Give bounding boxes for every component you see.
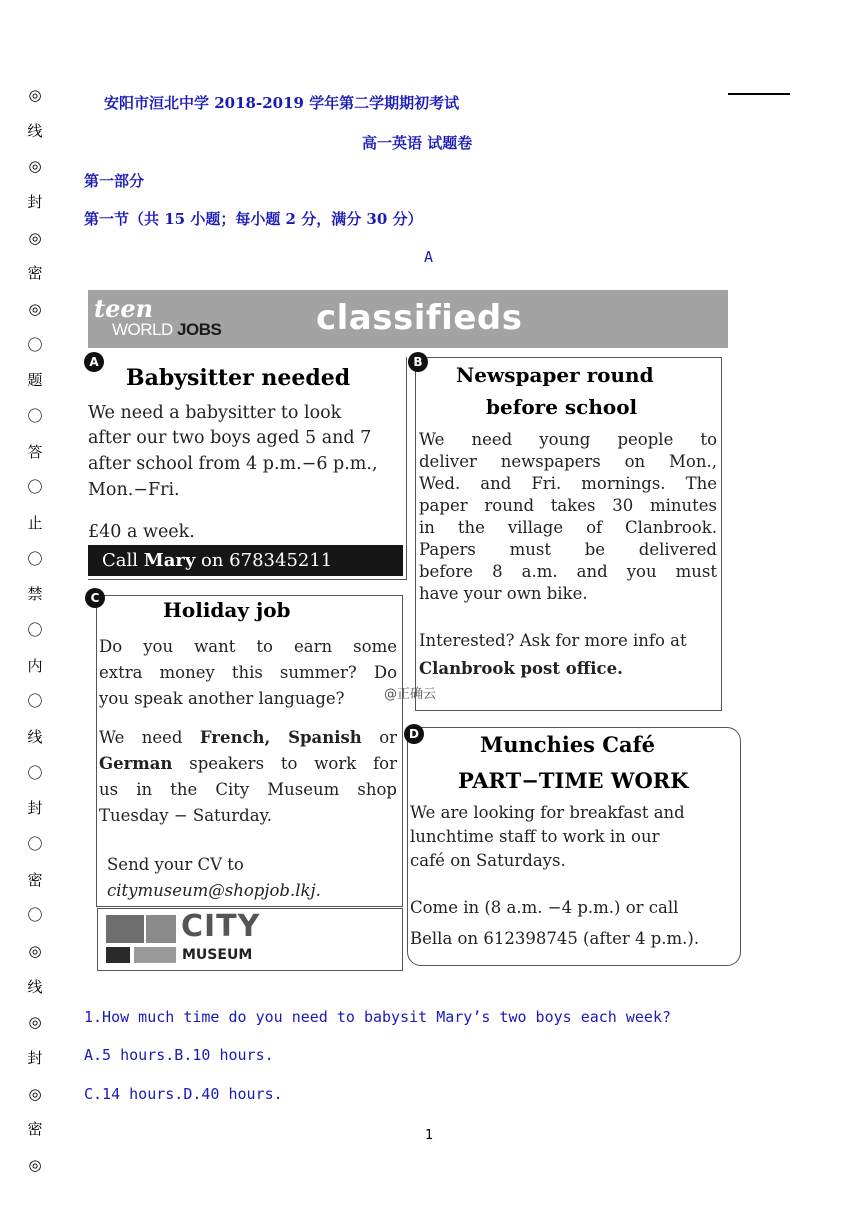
ad-c-german: German bbox=[99, 754, 173, 773]
score-line bbox=[728, 93, 790, 95]
ad-b-text-7: before 8 a.m. and you must bbox=[419, 562, 717, 581]
ad-c-text-7: Tuesday − Saturday. bbox=[99, 806, 272, 825]
margin-mark: 〇 bbox=[27, 692, 43, 711]
ad-a-babysitter bbox=[88, 357, 407, 580]
margin-mark: 封 bbox=[27, 799, 43, 818]
ad-a-text-4: Mon.−Fri. bbox=[88, 480, 180, 500]
margin-mark: 止 bbox=[27, 514, 43, 532]
ad-a-text-2: after our two boys aged 5 and 7 bbox=[88, 428, 372, 448]
logo-museum-text: MUSEUM bbox=[182, 947, 253, 963]
paper-title: 高一英语 试题卷 bbox=[362, 134, 473, 152]
question-1-options-cd: C.14 hours.D.40 hours. bbox=[84, 1085, 283, 1103]
margin-mark: ◎ bbox=[28, 86, 42, 104]
ad-d-text-2: lunchtime staff to work in our bbox=[410, 827, 660, 846]
ad-a-call-bar bbox=[88, 545, 403, 576]
ad-d-title: Munchies Café bbox=[480, 732, 656, 757]
margin-mark: 〇 bbox=[27, 549, 43, 568]
ad-c-email: citymuseum@shopjob.lkj. bbox=[107, 881, 321, 900]
ad-a-call-name: Mary bbox=[143, 550, 196, 571]
ad-b-office: Clanbrook post office. bbox=[419, 659, 623, 678]
margin-mark: ◎ bbox=[28, 1084, 42, 1103]
ad-b-text-1: We need young people to bbox=[419, 430, 717, 449]
margin-mark: ◎ bbox=[28, 157, 42, 176]
logo-block-4 bbox=[134, 947, 176, 963]
logo-city-text: CITY bbox=[181, 909, 261, 944]
ad-d-call-2: Bella on 612398745 (after 4 p.m.). bbox=[410, 929, 700, 948]
ad-c-text-2: extra money this summer? Do bbox=[99, 663, 397, 682]
ad-a-text-1: We need a babysitter to look bbox=[88, 403, 342, 423]
ad-c-title: Holiday job bbox=[163, 598, 291, 622]
ad-a-title: Babysitter needed bbox=[126, 365, 351, 391]
margin-mark: 〇 bbox=[27, 407, 43, 425]
margin-mark: 内 bbox=[27, 656, 43, 675]
margin-mark: 线 bbox=[27, 977, 43, 996]
margin-mark: 线 bbox=[27, 121, 43, 140]
page-number: 1 bbox=[425, 1128, 434, 1143]
margin-mark: ◎ bbox=[28, 942, 42, 960]
ad-b-interest: Interested? Ask for more info at bbox=[419, 631, 687, 650]
classifieds-ad bbox=[88, 290, 740, 970]
logo-block-2 bbox=[146, 915, 176, 943]
margin-mark: 禁 bbox=[27, 585, 43, 604]
ad-d-text-1: We are looking for breakfast and bbox=[410, 803, 685, 822]
ad-b-newspaper bbox=[415, 357, 722, 711]
question-1-options-ab: A.5 hours.B.10 hours. bbox=[84, 1046, 274, 1064]
ad-c-text-3: you speak another language? bbox=[99, 689, 345, 708]
world-text: WORLD bbox=[112, 320, 173, 339]
jobs-text: JOBS bbox=[177, 320, 222, 339]
classifieds-title: classifieds bbox=[316, 298, 523, 338]
ad-a-badge: A bbox=[84, 352, 104, 372]
watermark: @正确云 bbox=[384, 687, 437, 702]
section-heading: 第一节（共 15 小题；每小题 2 分，满分 30 分） bbox=[84, 210, 423, 228]
margin-mark: ◎ bbox=[28, 228, 42, 247]
ad-c-text-6: us in the City Museum shop bbox=[99, 780, 397, 799]
margin-mark: 题 bbox=[27, 371, 43, 390]
ad-c-text-5 bbox=[99, 751, 397, 776]
ad-d-text-3: café on Saturdays. bbox=[410, 851, 566, 870]
margin-mark: 〇 bbox=[27, 478, 43, 497]
ad-c-languages: French, Spanish bbox=[199, 728, 362, 747]
ad-a-call-prefix: Call bbox=[102, 550, 139, 571]
ad-b-badge: B bbox=[408, 352, 428, 372]
ad-d-subtitle: PART−TIME WORK bbox=[458, 768, 689, 793]
ad-c-text-4a: We need bbox=[99, 728, 183, 747]
ad-b-text-6: Papers must be delivered bbox=[419, 540, 717, 559]
passage-label: A bbox=[424, 248, 434, 266]
ad-b-text-3: Wed. and Fri. mornings. The bbox=[419, 474, 717, 493]
ad-d-call-1: Come in (8 a.m. −4 p.m.) or call bbox=[410, 898, 679, 917]
margin-mark: ◎ bbox=[28, 300, 42, 318]
ad-d-munchies-cafe bbox=[407, 727, 741, 966]
ad-c-text-5b: speakers to work for bbox=[189, 754, 397, 773]
ad-b-text-2: deliver newspapers on Mon., bbox=[419, 452, 717, 471]
ad-b-text-4: paper round takes 30 minutes bbox=[419, 496, 717, 515]
classifieds-banner bbox=[88, 290, 728, 348]
ad-c-holiday-job bbox=[96, 595, 403, 907]
margin-mark: 答 bbox=[27, 442, 43, 461]
ad-c-text-1: Do you want to earn some bbox=[99, 637, 397, 656]
margin-mark: 密 bbox=[27, 264, 43, 283]
margin-mark: 封 bbox=[27, 1049, 43, 1067]
ad-c-text-4c: or bbox=[379, 728, 398, 747]
margin-mark: ◎ bbox=[28, 1013, 42, 1032]
world-jobs-text bbox=[112, 320, 221, 340]
part-heading: 第一部分 bbox=[84, 172, 145, 190]
margin-mark: 〇 bbox=[27, 763, 43, 782]
teen-logo-text: teen bbox=[94, 294, 154, 323]
margin-mark: 密 bbox=[27, 1120, 43, 1139]
margin-mark: 〇 bbox=[27, 621, 43, 639]
margin-mark: 封 bbox=[27, 193, 43, 211]
ad-c-cv: Send your CV to bbox=[107, 855, 244, 874]
ad-b-title-2: before school bbox=[486, 395, 638, 419]
question-1: 1.How much time do you need to babysit Mary’s two boys each week? bbox=[84, 1008, 671, 1026]
ad-a-text-3: after school from 4 p.m.−6 p.m., bbox=[88, 454, 378, 474]
ad-b-text-8: have your own bike. bbox=[419, 584, 588, 603]
ad-c-badge: C bbox=[85, 588, 105, 608]
ad-b-text-5: in the village of Clanbrook. bbox=[419, 518, 717, 537]
margin-mark: 〇 bbox=[27, 835, 43, 853]
margin-mark: 〇 bbox=[27, 335, 43, 354]
logo-block-3 bbox=[106, 947, 130, 963]
ad-b-title-1: Newspaper round bbox=[456, 363, 654, 387]
margin-mark: ◎ bbox=[28, 1156, 42, 1174]
margin-mark: 密 bbox=[27, 870, 43, 889]
ad-c-text-4 bbox=[99, 725, 397, 750]
city-museum-logo bbox=[97, 908, 403, 971]
logo-block-1 bbox=[106, 915, 144, 943]
ad-d-badge: D bbox=[404, 724, 424, 744]
margin-mark: 〇 bbox=[27, 906, 43, 925]
ad-a-pay: £40 a week. bbox=[88, 522, 195, 542]
school-title: 安阳市洹北中学 2018-2019 学年第二学期期初考试 bbox=[104, 94, 460, 112]
ad-a-call-suffix: on 678345211 bbox=[201, 550, 333, 571]
binding-margin bbox=[22, 86, 48, 1174]
margin-mark: 线 bbox=[27, 728, 43, 746]
